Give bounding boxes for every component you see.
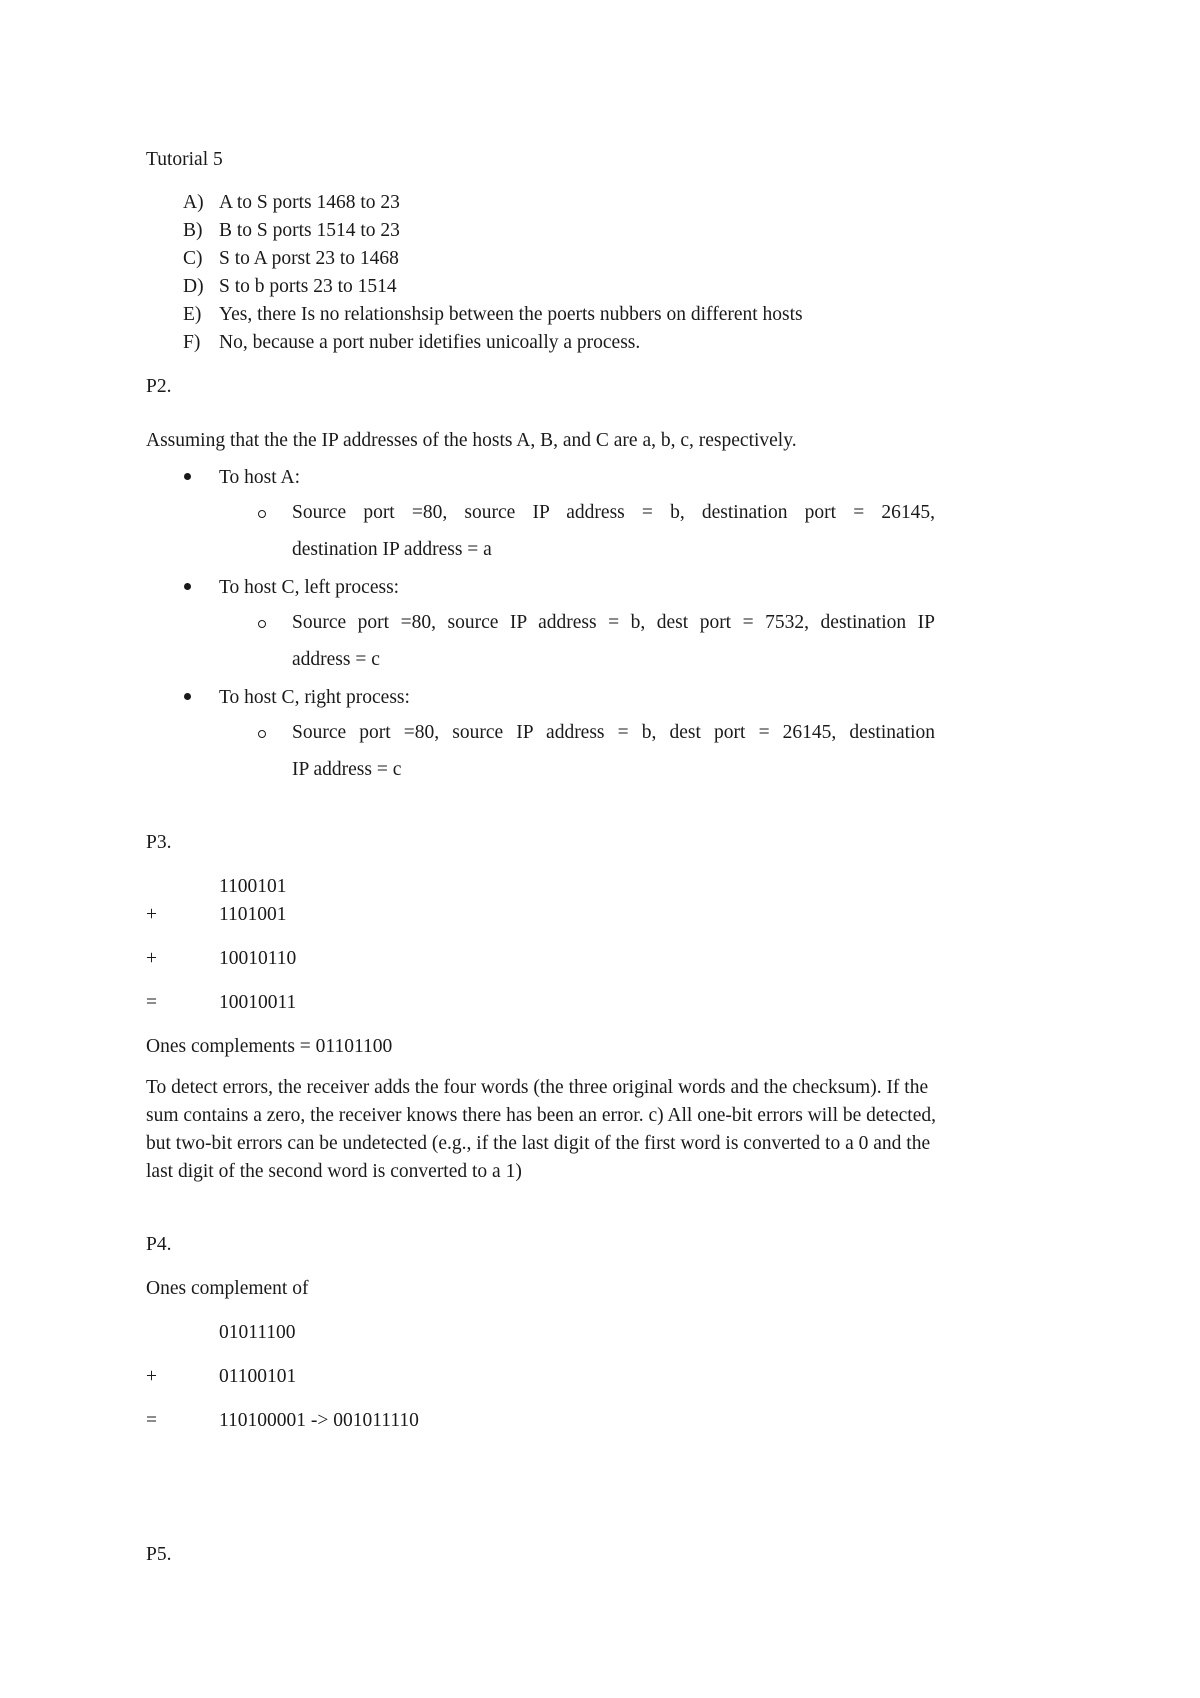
list-marker: E)	[183, 304, 202, 325]
p5-heading: P5.	[146, 1544, 172, 1565]
p2-heading: P2.	[146, 376, 172, 397]
bullet-icon	[184, 583, 191, 590]
list-marker: B)	[183, 220, 203, 241]
sub-item-line: address = c	[292, 649, 380, 670]
sub-bullet-icon	[258, 510, 266, 518]
p2-intro: Assuming that the the IP addresses of the hosts A, B, and C are a, b, c, respectively.	[146, 430, 797, 451]
list-item-text: B to S ports 1514 to 23	[219, 220, 400, 241]
sum-operator: +	[146, 1366, 157, 1387]
sub-bullet-icon	[258, 730, 266, 738]
document-title: Tutorial 5	[146, 149, 223, 170]
sub-item-line: IP address = c	[292, 759, 402, 780]
p3-heading: P3.	[146, 832, 172, 853]
list-marker: A)	[183, 192, 204, 213]
sum-value: 1101001	[219, 904, 287, 925]
sub-item-line: Source port =80, source IP address = b, destination port = 26145,	[292, 502, 935, 523]
list-item-text: Yes, there Is no relationshsip between the poerts nubbers on different hosts	[219, 304, 803, 325]
list-item-text: S to A porst 23 to 1468	[219, 248, 399, 269]
bullet-icon	[184, 693, 191, 700]
sum-value: 10010110	[219, 948, 297, 969]
p3-complement: Ones complements = 01101100	[146, 1036, 393, 1057]
list-marker: F)	[183, 332, 201, 353]
sum-value: 1100101	[219, 876, 287, 897]
p4-heading: P4.	[146, 1234, 172, 1255]
sum-value: 10010011	[219, 992, 297, 1013]
sum-operator: +	[146, 904, 157, 925]
sub-item-line: Source port =80, source IP address = b, dest port = 26145, destination	[292, 722, 935, 743]
sum-operator: +	[146, 948, 157, 969]
sum-operator: =	[146, 992, 157, 1013]
sub-bullet-icon	[258, 620, 266, 628]
bullet-label: To host C, left process:	[219, 577, 400, 598]
sub-item-line: destination IP address = a	[292, 539, 492, 560]
bullet-icon	[184, 473, 191, 480]
list-item-text: No, because a port nuber idetifies unicoally a process.	[219, 332, 641, 353]
bullet-label: To host C, right process:	[219, 687, 410, 708]
sum-value: 01011100	[219, 1322, 296, 1343]
p4-intro: Ones complement of	[146, 1278, 309, 1299]
bullet-label: To host A:	[219, 467, 300, 488]
sub-item-line: Source port =80, source IP address = b, dest port = 7532, destination IP	[292, 612, 935, 633]
list-marker: C)	[183, 248, 203, 269]
p3-explanation: To detect errors, the receiver adds the four words (the three original words and the checksum). If the sum contains a zero, the receiver knows there has been an error. c) All one-bit errors will be detected, but two-bit errors can be undetected (e.g., if the last digit of the first word is converted to a 0 and the last digit of the second word is converted to a 1)	[146, 1077, 936, 1182]
sum-operator: =	[146, 1410, 157, 1431]
list-item-text: A to S ports 1468 to 23	[219, 192, 400, 213]
list-item-text: S to b ports 23 to 1514	[219, 276, 397, 297]
sum-value: 01100101	[219, 1366, 297, 1387]
list-marker: D)	[183, 276, 204, 297]
sum-value: 110100001 -> 001011110	[219, 1410, 419, 1431]
